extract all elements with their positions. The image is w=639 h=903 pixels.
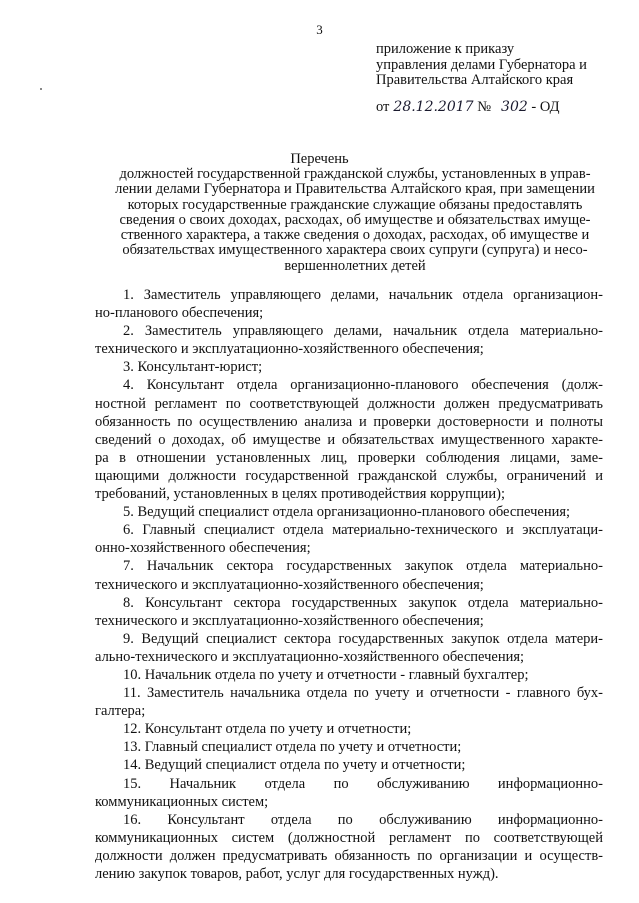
list-item-line: 5. Ведущий специалист отдела организационно-планового обеспечения; <box>123 504 571 521</box>
subtitle-line: ственного характера, а также сведения о доходах, расходах, об имуществе и <box>120 227 590 244</box>
list-item-line: 10. Начальник отдела по учету и отчетности - главный бухгалтер; <box>123 666 529 683</box>
list-item-line: 12. Консультант отдела по учету и отчетности; <box>123 721 412 738</box>
order-prefix: от <box>376 99 390 115</box>
subtitle-line: обязательствах имущественного характера своих супруги (супруга) и несо- <box>122 242 588 259</box>
list-item <box>95 376 603 503</box>
list-item-line: ностной регламент по соответствующей должности должен предусматривать <box>95 395 603 412</box>
list-item <box>95 684 603 720</box>
list-item-line: 9. Ведущий специалист сектора государственных закупок отдела матери- <box>123 630 603 647</box>
list-item-line: 15. Начальник отдела по обслуживанию информационно- <box>123 775 603 792</box>
subtitle-line: вершеннолетних детей <box>284 257 426 274</box>
subtitle-line: должностей государственной гражданской службы, установленных в управ- <box>119 166 591 182</box>
position-list <box>95 286 603 883</box>
appendix-block <box>376 42 626 89</box>
list-item-line: ально-технического и эксплуатационно-хозяйственного обеспечения; <box>95 648 525 665</box>
list-item-line: 16. Консультант отдела по обслуживанию информационно- <box>123 811 603 828</box>
order-number-handwritten: 302 <box>501 99 528 115</box>
list-item <box>95 666 603 684</box>
list-item <box>95 503 603 521</box>
list-item <box>95 521 603 557</box>
list-item <box>95 594 603 630</box>
list-item-line: 1. Заместитель управляющего делами, начальник отдела организацион- <box>123 287 603 303</box>
list-item <box>95 630 603 666</box>
list-item <box>95 720 603 738</box>
list-item <box>95 286 603 322</box>
list-item-line: ра в отношении установленных лиц, проверки соблюдения лицами, заме- <box>95 449 603 466</box>
list-item <box>95 557 603 593</box>
list-item <box>95 322 603 358</box>
list-item <box>95 811 603 883</box>
list-item-line: 3. Консультант-юрист; <box>123 359 263 376</box>
list-item-line: должности должен предусматривать обязанность по организации и осуществ- <box>95 847 603 864</box>
list-item-line: галтера; <box>95 703 146 720</box>
list-item-line: но-планового обеспечения; <box>95 305 264 322</box>
subtitle-line: сведения о своих доходах, расходах, об имуществе и обязательствах имуще- <box>119 211 591 228</box>
list-item-line: 8. Консультант сектора государственных закупок отдела материально- <box>123 594 603 611</box>
list-item-line: технического и эксплуатационно-хозяйственного обеспечения; <box>95 341 484 358</box>
page-number: 3 <box>316 22 323 37</box>
list-item <box>95 358 603 376</box>
list-item-line: лению закупок товаров, работ, услуг для государственных нужд). <box>95 866 499 882</box>
list-item-line: коммуникационных систем (должностной регламент по соответствующей <box>95 829 603 846</box>
list-item-line: 11. Заместитель начальника отдела по учету и отчетности - главного бух- <box>123 685 603 702</box>
list-item-line: технического и эксплуатационно-хозяйственного обеспечения; <box>95 612 484 629</box>
document-subtitle <box>95 167 615 274</box>
appendix-line: Правительства Алтайского края <box>376 72 574 88</box>
order-date-handwritten: 28.12.2017 <box>393 99 474 115</box>
appendix-line: управления делами Губернатора и <box>376 56 587 73</box>
list-item-line: требований, установленных в целях противодействия коррупции); <box>95 486 506 503</box>
list-item-line: щающими должности государственной гражданской службы, ограничений и <box>95 467 603 484</box>
page-mark <box>40 88 42 90</box>
appendix-line: приложение к приказу <box>376 41 515 57</box>
list-item-line: коммуникационных систем; <box>95 793 269 810</box>
list-item-line: 6. Главный специалист отдела материально-технического и эксплуатаци- <box>123 522 603 539</box>
list-item-line: 4. Консультант отдела организационно-планового обеспечения (долж- <box>123 377 603 394</box>
order-line <box>376 98 626 116</box>
list-item <box>95 756 603 774</box>
list-item-line: 13. Главный специалист отдела по учету и отчетности; <box>123 739 462 756</box>
list-item <box>95 775 603 811</box>
list-item <box>95 738 603 756</box>
order-suffix: - ОД <box>531 99 560 115</box>
order-number-label: № <box>477 99 492 115</box>
list-item-line: обязанность по осуществлению анализа и проверки достоверности и полноты <box>95 413 603 430</box>
list-item-line: сведений о доходах, об имуществе и обязательствах имущественного характе- <box>95 431 603 448</box>
subtitle-line: лении делами Губернатора и Правительства Алтайского края, при замещении <box>115 181 595 198</box>
subtitle-line: которых государственные гражданские служащие обязаны предоставлять <box>127 196 583 213</box>
document-title: Перечень <box>290 151 349 167</box>
list-item-line: 7. Начальник сектора государственных закупок отдела материально- <box>123 558 603 575</box>
list-item-line: 14. Ведущий специалист отдела по учету и отчетности; <box>123 757 466 774</box>
list-item-line: онно-хозяйственного обеспечения; <box>95 540 311 557</box>
list-item-line: технического и эксплуатационно-хозяйственного обеспечения; <box>95 576 484 593</box>
list-item-line: 2. Заместитель управляющего делами, начальник отдела материально- <box>123 323 603 340</box>
